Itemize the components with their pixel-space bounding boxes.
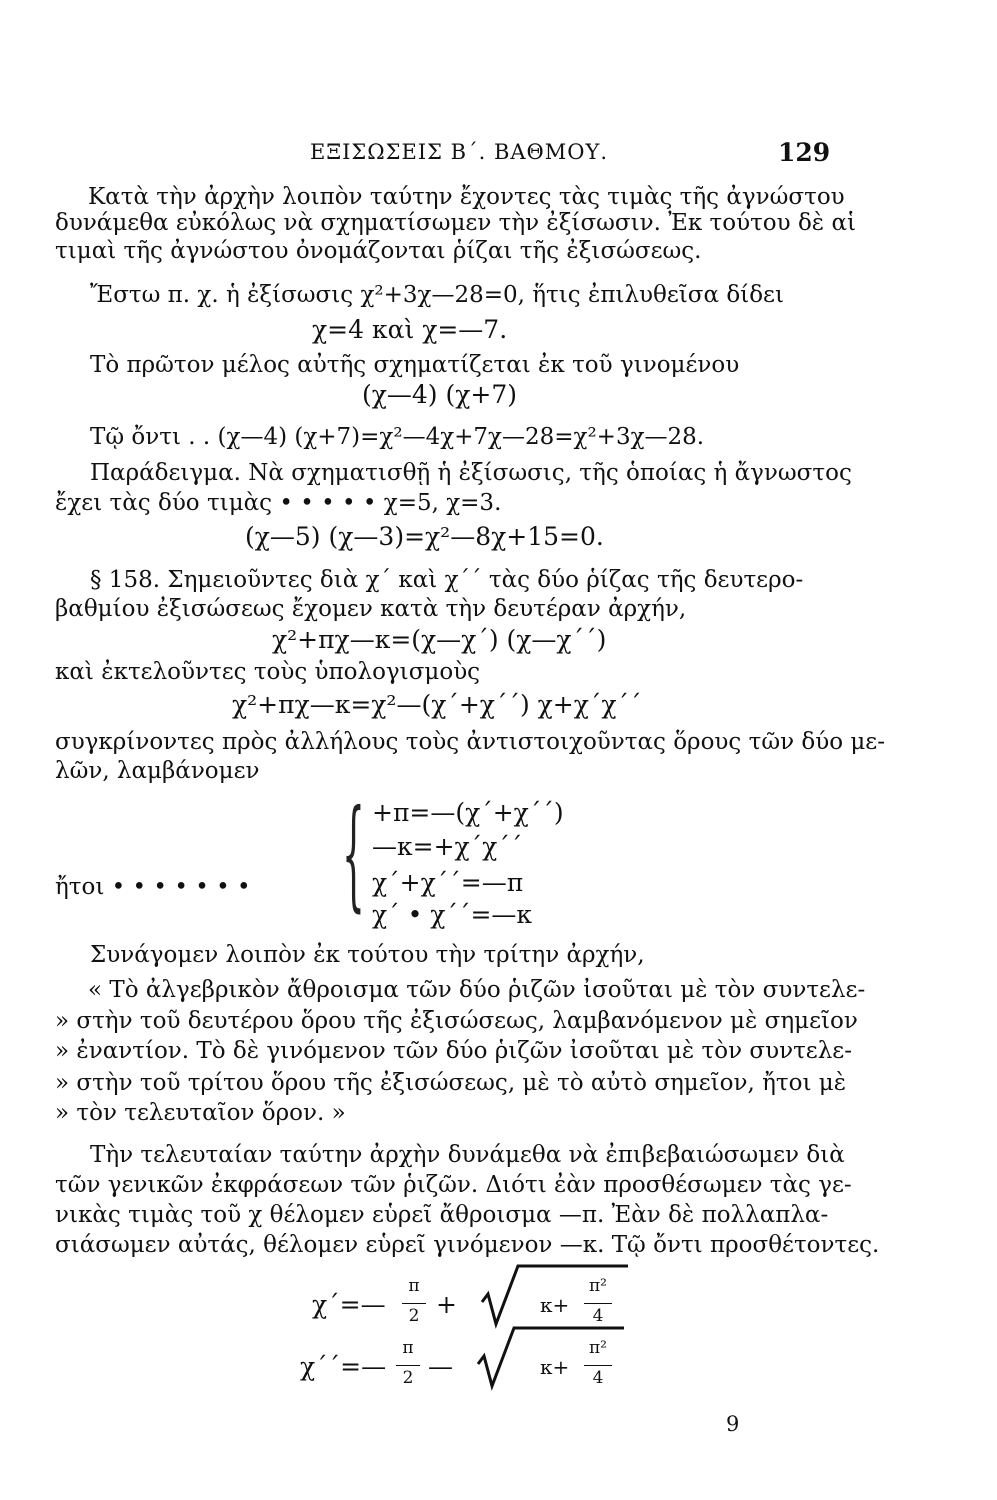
text-line: Τὸ πρῶτον μέλος αὐτῆς σχηματίζεται ἐκ τοῦ γινομένου [90,352,740,378]
equation: χ²+πχ—κ=χ²—(χ΄+χ΄΄) χ+χ΄χ΄΄ [232,690,642,719]
equation: χ΄ • χ΄΄=—κ [372,900,533,929]
text-line: Κατὰ τὴν ἀρχὴν λοιπὸν ταύτην ἔχοντες τὰς τιμὰς τῆς ἀγνώστου [88,184,845,210]
equation: χ΄+χ΄΄=—π [372,868,524,897]
text-line: δυνάμεθα εὐκόλως νὰ σχηματίσωμεν τὴν ἐξίσωσιν. Ἐκ τούτου δὲ αἱ [55,210,856,236]
signature-mark: 9 [726,1412,740,1436]
running-header [0,140,997,180]
fraction-bar [584,1303,612,1304]
equation: —κ=+χ΄χ΄΄ [372,832,523,861]
formula-lhs: χ΄΄=— [300,1352,387,1381]
equation: χ²+πχ—κ=(χ—χ΄) (χ—χ΄΄) [272,625,607,654]
numerator: π² [589,1276,607,1296]
text-line: νικὰς τιμὰς τοῦ χ θέλομεν εὑρεῖ ἄθροισμα —π. Ἐὰν δὲ πολλαπλα- [55,1202,829,1228]
numerator: π [402,1338,414,1358]
page-number: 129 [778,138,831,167]
text-line: ἤτοι • • • • • • • [55,874,251,900]
denominator: 4 [592,1306,604,1326]
formula-sign: + [436,1290,457,1319]
text-line: τῶν γενικῶν ἐκφράσεων τῶν ῥιζῶν. Διότι ἐὰν προσθέσωμεν τὰς γε- [55,1172,852,1198]
text-line: ἔχει τὰς δύο τιμὰς • • • • • χ=5, χ=3. [55,490,502,516]
fraction-bar [402,1303,426,1304]
text-line: Τὴν τελευταίαν ταύτην ἀρχὴν δυνάμεθα νὰ ἐπιβεβαιώσωμεν διὰ [90,1142,845,1168]
text-line: » τὸν τελευταῖον ὅρον. » [55,1100,346,1126]
text-line: βαθμίου ἐξισώσεως ἔχομεν κατὰ τὴν δευτέραν ἀρχήν, [55,596,687,622]
numerator: π [408,1276,420,1296]
text-line: » ἐναντίον. Τὸ δὲ γινόμενον τῶν δύο ῥιζῶν ἰσοῦται μὲ τὸν συντελε- [55,1038,852,1064]
text-line: σιάσωμεν αὐτάς, θέλομεν εὑρεῖ γινόμενον —κ. Τῷ ὄντι προσθέτοντες. [55,1232,880,1258]
formula-lhs: χ΄=— [312,1290,386,1319]
text-line: Τῷ ὄντι . . (χ—4) (χ+7)=χ²—4χ+7χ—28=χ²+3χ—28. [90,424,705,450]
equation: (χ—5) (χ—3)=χ²—8χ+15=0. [245,522,604,551]
text-line: Παράδειγμα. Νὰ σχηματισθῇ ἡ ἐξίσωσις, τῆς ὁποίας ἡ ἄγνωστος [90,460,852,486]
text-line: συγκρίνοντες πρὸς ἀλλήλους τοὺς ἀντιστοιχοῦντας ὅρους τῶν δύο με- [55,729,885,755]
denominator: 2 [408,1306,420,1326]
denominator: 2 [402,1368,414,1388]
formula-sign: — [428,1352,453,1381]
equation: χ=4 καὶ χ=—7. [312,315,508,344]
denominator: 4 [592,1368,604,1388]
numerator: π² [589,1338,607,1358]
fraction-bar [396,1365,420,1366]
radicand-kappa: κ+ [540,1355,570,1379]
left-brace: { [342,785,365,924]
text-line: καὶ ἐκτελοῦντες τοὺς ὑπολογισμοὺς [55,659,481,685]
equation: (χ—4) (χ+7) [362,380,518,409]
fraction-bar [584,1365,612,1366]
text-line: λῶν, λαμβάνομεν [55,758,260,784]
equation: +π=—(χ΄+χ΄΄) [372,798,564,827]
header-title: ΕΞΙΣΩΣΕΙΣ Β΄. ΒΑΘΜΟΥ. [310,140,609,164]
text-line: τιμαὶ τῆς ἀγνώστου ὀνομάζονται ῥίζαι τῆς ἐξισώσεως. [55,238,702,264]
text-line: « Τὸ ἀλγεβρικὸν ἄθροισμα τῶν δύο ῥιζῶν ἰσοῦται μὲ τὸν συντελε- [88,977,866,1003]
text-line: § 158. Σημειοῦντες διὰ χ΄ καὶ χ΄΄ τὰς δύο ῥίζας τῆς δευτερο- [90,567,804,593]
text-line: » στὴν τοῦ δευτέρου ὅρου τῆς ἐξισώσεως, λαμβανόμενον μὲ σημεῖον [55,1008,858,1034]
text-line: » στὴν τοῦ τρίτου ὅρου τῆς ἐξισώσεως, μὲ τὸ αὐτὸ σημεῖον, ἤτοι μὲ [55,1070,847,1096]
text-line: Συνάγομεν λοιπὸν ἐκ τούτου τὴν τρίτην ἀρχήν, [90,942,645,968]
text-line: Ἔστω π. χ. ἡ ἐξίσωσις χ²+3χ—28=0, ἥτις ἐπιλυθεῖσα δίδει [90,282,784,308]
radicand-kappa: κ+ [540,1293,570,1317]
